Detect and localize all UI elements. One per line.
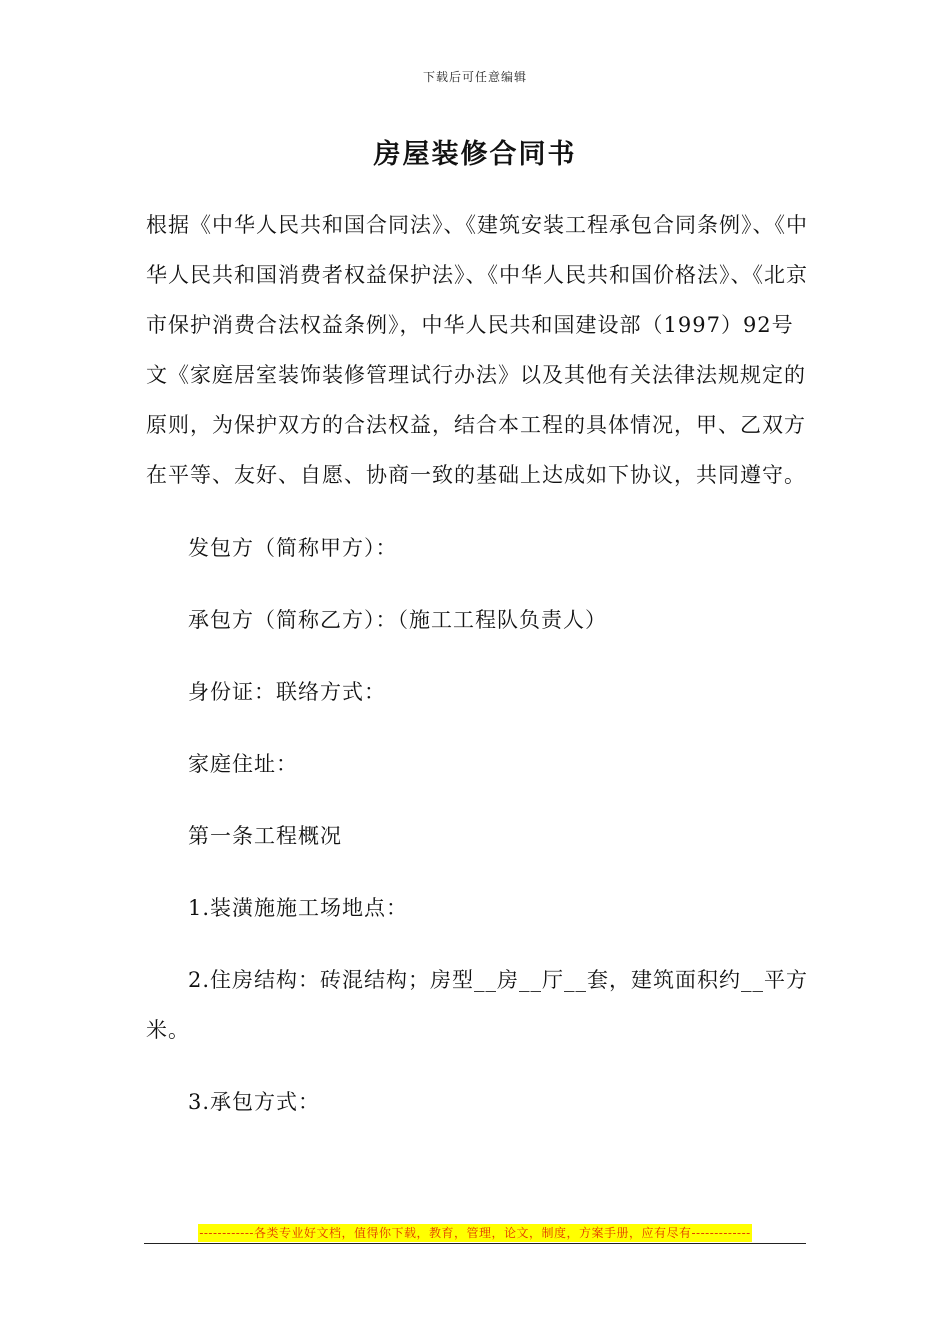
contract-method-line: 3.承包方式： [188,1090,321,1114]
header-note: 下载后可任意编辑 [422,70,527,84]
intro-paragraph: 根据《中华人民共和国合同法》、《建筑安装工程承包合同条例》、《中华人民共和国消费者权益保护法》、《中华人民共和国价格法》、《北京市保护消费合法权益条例》，中华人民共和国建设部（1997）92号文《家庭居室装饰装修管理试行办法》以及其他有关法律法规规定的原则，为保护双方的合法权益，结合本工程的具体情况，甲、乙双方在平等、友好、自愿、协商一致的基础上达成如下协议，共同遵守。 [146,213,808,487]
footer-text: ------------各类专业好文档，值得你下载，教育，管理，论文，制度，方案手册，应有尽有------------- [199,1226,751,1240]
document-title: 房屋装修合同书 [373,139,577,170]
article-one-heading: 第一条工程概况 [188,824,342,848]
footer-banner [0,1222,950,1242]
footer-divider [144,1243,806,1244]
id-contact-line: 身份证：联络方式： [188,680,386,704]
document-body [146,200,811,1127]
housing-structure-line: 2.住房结构：砖混结构；房型__房__厅__套，建筑面积约__平方米。 [146,968,809,1042]
home-address-line: 家庭住址： [188,752,298,776]
party-a-line: 发包方（简称甲方）： [188,536,398,560]
site-location-line: 1.装潢施施工场地点： [188,896,409,920]
party-b-line: 承包方（简称乙方）：（施工工程队负责人） [188,608,607,632]
